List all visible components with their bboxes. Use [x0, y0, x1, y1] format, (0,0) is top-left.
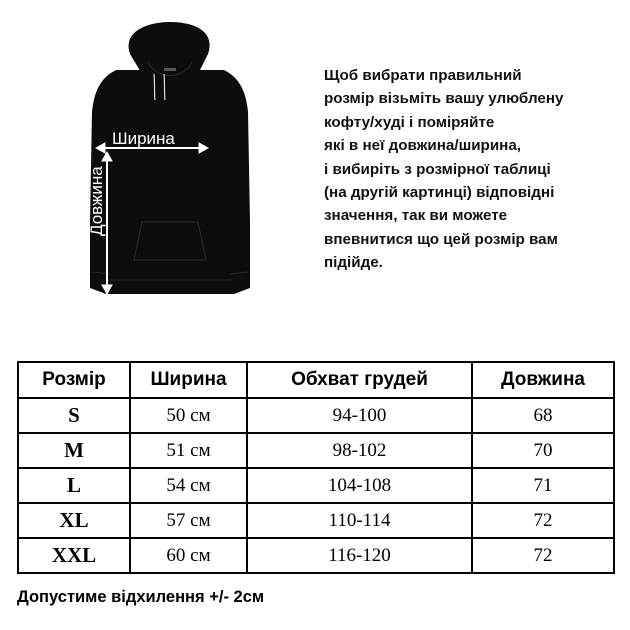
length-cell: 70 — [472, 433, 614, 468]
header-length: Довжина — [472, 362, 614, 398]
instruction-line: підійде. — [324, 254, 383, 272]
length-cell: 72 — [472, 538, 614, 573]
instructions-text — [324, 64, 624, 275]
table-row — [18, 398, 614, 433]
chest-cell: 104-108 — [247, 468, 472, 503]
length-label: Довжина — [87, 166, 106, 236]
width-cell: 54 см — [130, 468, 247, 503]
table-row — [18, 468, 614, 503]
tolerance-note: Допустиме відхилення +/- 2см — [17, 588, 265, 606]
table-row — [18, 538, 614, 573]
width-label: Ширина — [112, 129, 175, 148]
chest-cell: 94-100 — [247, 398, 472, 433]
width-cell: 57 см — [130, 503, 247, 538]
size-chart-table — [17, 361, 615, 574]
table-row — [18, 433, 614, 468]
instruction-line: Щоб вибрати правильний — [324, 67, 522, 84]
brand-logo — [164, 68, 176, 71]
instruction-line: розмір візьміть вашу улюблену — [324, 90, 564, 108]
header-chest: Обхват грудей — [247, 362, 472, 398]
size-cell: M — [18, 433, 130, 468]
length-cell: 68 — [472, 398, 614, 433]
header-size: Розмір — [18, 362, 130, 398]
chest-cell: 110-114 — [247, 503, 472, 538]
instruction-line: значення, так ви можете — [324, 207, 508, 225]
instruction-line: які в неї довжина/ширина, — [324, 137, 522, 155]
header-width: Ширина — [130, 362, 247, 398]
size-cell: S — [18, 398, 130, 433]
instruction-line: кофту/худі і поміряйте — [324, 113, 495, 131]
hoodie-illustration — [70, 22, 270, 312]
size-cell: L — [18, 468, 130, 503]
table-row — [18, 503, 614, 538]
chest-cell: 98-102 — [247, 433, 472, 468]
chest-cell: 116-120 — [247, 538, 472, 573]
instruction-line: впевнитися що цей розмір вам — [324, 230, 558, 248]
instruction-line: і вибиріть з розмірної таблиці — [324, 160, 551, 178]
table-header-row — [18, 362, 614, 398]
length-cell: 72 — [472, 503, 614, 538]
size-cell: XXL — [18, 538, 130, 573]
width-cell: 50 см — [130, 398, 247, 433]
length-cell: 71 — [472, 468, 614, 503]
width-cell: 60 см — [130, 538, 247, 573]
width-cell: 51 см — [130, 433, 247, 468]
instruction-line: (на другій картинці) відповідні — [324, 184, 555, 202]
hoodie-body — [90, 22, 250, 294]
size-cell: XL — [18, 503, 130, 538]
